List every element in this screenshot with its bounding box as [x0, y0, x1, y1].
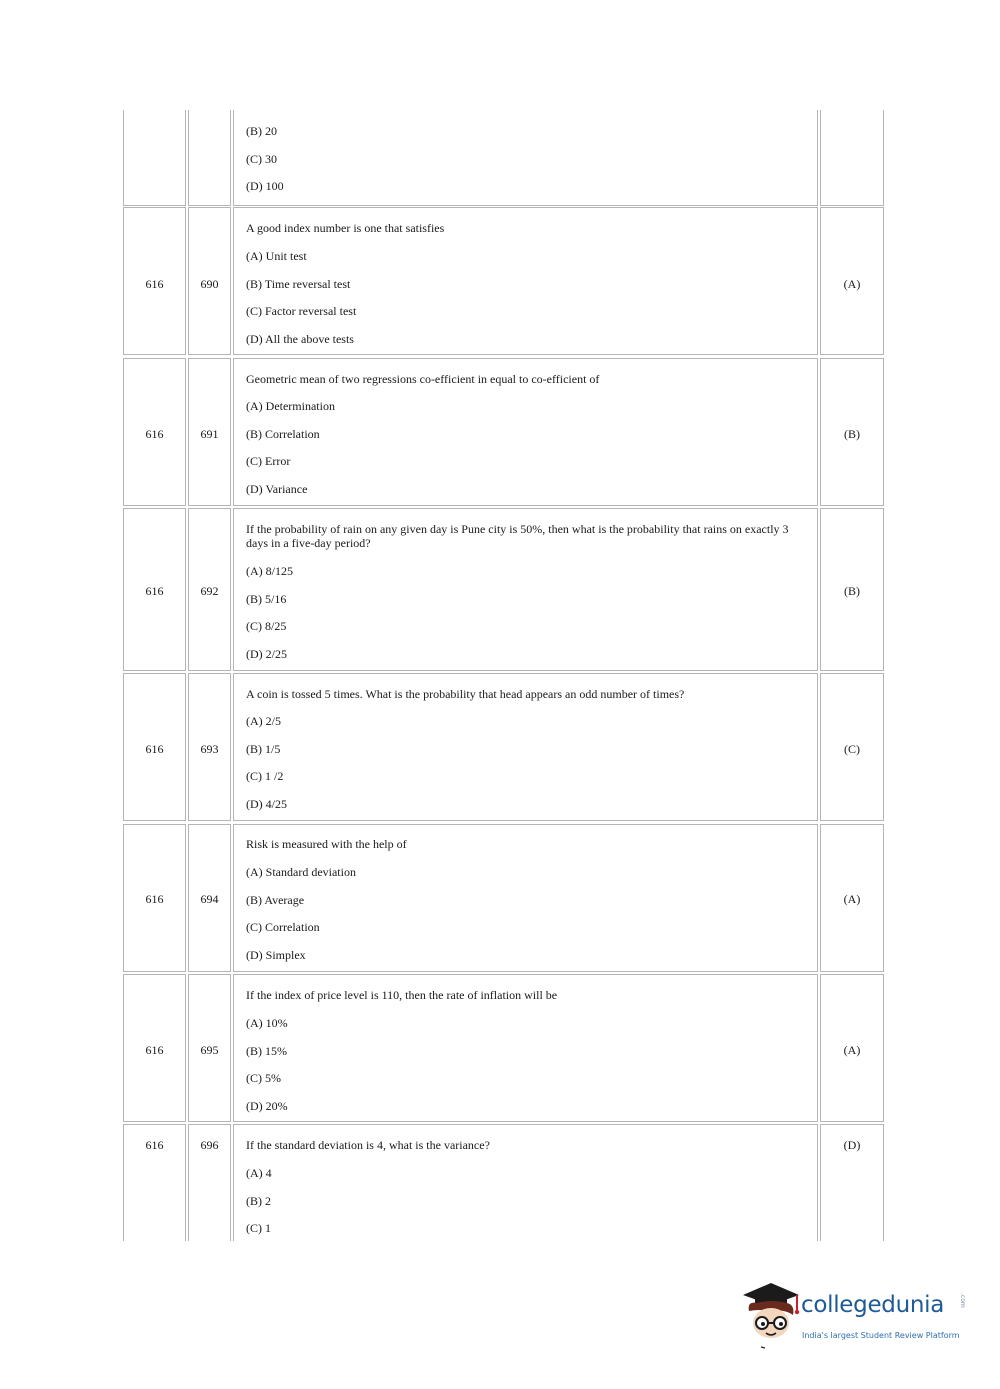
mascot-icon	[741, 1281, 801, 1351]
option: (B) 20	[246, 124, 277, 138]
question-number-cell	[188, 974, 231, 1122]
question-number: 694	[200, 892, 219, 906]
option: (A) 10%	[246, 1016, 288, 1030]
paper-code-cell	[123, 110, 186, 206]
option-list	[246, 399, 335, 509]
option: (A) 8/125	[246, 564, 293, 578]
question-cell	[233, 110, 818, 206]
option: (B) 15%	[246, 1043, 287, 1058]
option: (C) 5%	[246, 1071, 281, 1086]
answer-key: (A)	[843, 1043, 861, 1057]
option: (C) 30	[246, 151, 277, 166]
answer-cell	[820, 358, 884, 506]
option: (B) 5/16	[246, 591, 287, 606]
logo-tagline: India's largest Student Review Platform	[802, 1331, 960, 1340]
question-number: 691	[200, 427, 219, 441]
option: (B) 1/5	[246, 741, 281, 756]
table-row	[122, 207, 886, 355]
paper-code-cell	[123, 358, 186, 506]
option: (C) 1	[246, 1221, 271, 1236]
option: (B) Correlation	[246, 426, 320, 441]
option-list	[246, 714, 287, 824]
option: (A) Unit test	[246, 249, 307, 263]
option: (C) 1 /2	[246, 769, 284, 784]
paper-code-cell	[123, 508, 186, 671]
answer-cell	[820, 508, 884, 671]
answer-cell	[820, 974, 884, 1122]
option: (A) Determination	[246, 399, 335, 413]
question-number-cell	[188, 207, 231, 355]
question-table	[122, 110, 886, 1241]
option: (D) Simplex	[246, 947, 306, 962]
option-list	[246, 1016, 288, 1126]
question-cell	[233, 824, 818, 972]
table-row	[122, 508, 886, 671]
option: (D) 2/25	[246, 646, 287, 661]
question-number-cell	[188, 1124, 231, 1241]
question-number-cell	[188, 673, 231, 821]
answer-key: (B)	[844, 427, 860, 441]
option-list	[246, 564, 293, 674]
question-cell	[233, 508, 818, 671]
paper-code: 616	[145, 1043, 164, 1057]
logo-domain-suffix: .com	[959, 1293, 966, 1308]
question-cell	[233, 207, 818, 355]
option: (A) 4	[246, 1166, 272, 1180]
paper-code-cell	[123, 824, 186, 972]
answer-cell	[820, 673, 884, 821]
table-row	[122, 824, 886, 972]
question-number-cell	[188, 508, 231, 671]
question-number-cell	[188, 824, 231, 972]
question-cell	[233, 1124, 818, 1241]
answer-cell	[820, 207, 884, 355]
option: (D) Variance	[246, 481, 308, 496]
answer-key: (A)	[843, 277, 861, 291]
answer-cell	[820, 824, 884, 972]
question-cell	[233, 673, 818, 821]
option: (C) 8/25	[246, 619, 287, 634]
question-number: 695	[200, 1043, 219, 1057]
option: (D) 100	[246, 179, 284, 194]
option-list	[246, 124, 284, 207]
option: (A) Standard deviation	[246, 865, 356, 879]
paper-code: 616	[145, 427, 164, 441]
paper-code-cell	[123, 207, 186, 355]
logo-wordmark: collegedunia	[801, 1292, 945, 1318]
option-list	[246, 249, 356, 359]
paper-code: 616	[145, 584, 164, 598]
question-text: If the index of price level is 110, then the rate of inflation will be	[246, 988, 558, 1002]
answer-key: (C)	[844, 742, 860, 756]
question-text: A good index number is one that satisfies	[246, 221, 445, 235]
answer-cell	[820, 1124, 884, 1241]
table-row	[122, 673, 886, 821]
option: (D) 20%	[246, 1098, 288, 1113]
answer-key: (A)	[843, 892, 861, 906]
option: (B) Average	[246, 892, 305, 907]
question-cell	[233, 974, 818, 1122]
answer-cell	[820, 110, 884, 206]
collegedunia-logo	[741, 1281, 971, 1351]
question-text: Risk is measured with the help of	[246, 837, 407, 851]
option-list	[246, 1166, 272, 1241]
question-number: 692	[200, 584, 219, 598]
question-number: 690	[200, 277, 219, 291]
question-number: 693	[200, 742, 219, 756]
option: (C) Correlation	[246, 920, 320, 935]
question-text: A coin is tossed 5 times. What is the probability that head appears an odd number of times?	[246, 687, 685, 701]
question-cell	[233, 358, 818, 506]
paper-code: 616	[145, 277, 164, 291]
question-text: If the probability of rain on any given day is Pune city is 50%, then what is the probability that rains on exactly 3 days in a five-day period?	[246, 522, 789, 550]
option: (D) 4/25	[246, 796, 287, 811]
paper-code: 616	[145, 892, 164, 906]
question-text: If the standard deviation is 4, what is the variance?	[246, 1138, 490, 1152]
paper-code-cell	[123, 1124, 186, 1241]
table-row	[122, 1124, 886, 1241]
paper-code-cell	[123, 974, 186, 1122]
question-number-cell	[188, 110, 231, 206]
paper-code: 616	[145, 1138, 164, 1152]
option: (C) Error	[246, 454, 291, 469]
question-text: Geometric mean of two regressions co-efficient in equal to co-efficient of	[246, 372, 600, 386]
answer-key: (D)	[843, 1138, 861, 1152]
option: (B) Time reversal test	[246, 276, 351, 291]
paper-code: 616	[145, 742, 164, 756]
table-row	[122, 358, 886, 506]
paper-code-cell	[123, 673, 186, 821]
table-row	[122, 110, 886, 206]
question-number: 696	[200, 1138, 219, 1152]
table-row	[122, 974, 886, 1122]
option: (C) Factor reversal test	[246, 304, 357, 319]
option: (D) All the above tests	[246, 331, 354, 346]
option-list	[246, 865, 356, 975]
option: (B) 2	[246, 1193, 271, 1208]
question-number-cell	[188, 358, 231, 506]
answer-key: (B)	[844, 584, 860, 598]
option: (A) 2/5	[246, 714, 281, 728]
